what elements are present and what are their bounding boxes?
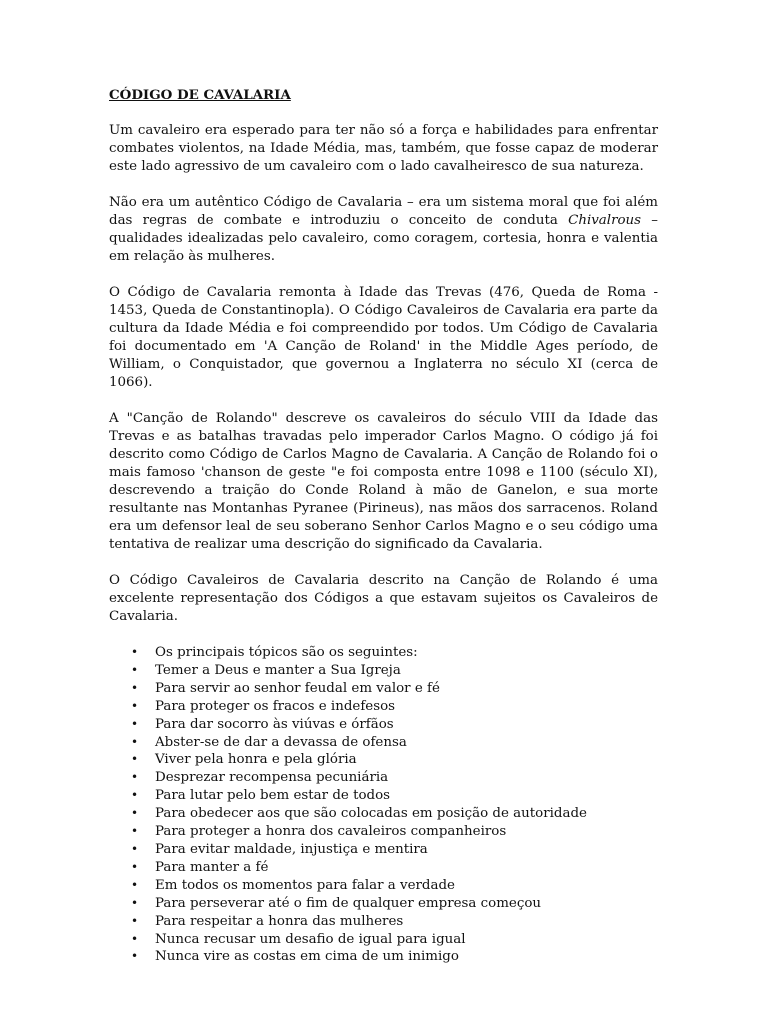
list-item-text: Viver pela honra e pela glória [155, 752, 357, 768]
list-item [109, 859, 658, 877]
list-item [109, 823, 658, 841]
list-item-text: Em todos os momentos para falar a verdade [155, 877, 455, 893]
list-item-text: Para obedecer aos que são colocadas em posição de autoridade [155, 806, 587, 822]
list-item [109, 877, 658, 895]
paragraph-text: Não era um autêntico Código de Cavalaria – era um sistema moral que foi além das regras de combate e introduziu o conceito de conduta [109, 195, 658, 228]
list-item [109, 644, 658, 662]
topics-list [109, 644, 658, 966]
list-item [109, 662, 658, 680]
list-item-text: Para evitar maldade, injustiça e mentira [155, 841, 428, 857]
list-item-text: Abster-se de dar a devassa de ofensa [155, 734, 407, 750]
bullet-icon: • [131, 913, 139, 928]
bullet-icon: • [131, 859, 139, 874]
bullet-icon: • [131, 680, 139, 695]
list-item-text: Para lutar pelo bem estar de todos [155, 788, 391, 804]
list-item-text: Para proteger os fracos e indefesos [155, 698, 396, 714]
bullet-icon: • [131, 645, 139, 659]
list-item [109, 895, 658, 913]
bullet-icon: • [131, 716, 139, 731]
bullet-icon: • [131, 806, 139, 821]
bullet-icon: • [131, 752, 139, 767]
list-item [109, 734, 658, 752]
list-item-text: Os principais tópicos são os seguintes: [155, 645, 418, 660]
bullet-icon: • [131, 698, 139, 713]
paragraph-intro: Um cavaleiro era esperado para ter não só a força e habilidades para enfrentar combates violentos, na Idade Média, mas, também, que fosse capaz de moderar este lado agressivo de um cavaleiro com o lado cavalheiresco de sua natureza. [109, 123, 658, 174]
list-item [109, 913, 658, 931]
list-item [109, 680, 658, 698]
list-item [109, 931, 658, 949]
list-item-text: Desprezar recompensa pecuniária [155, 770, 389, 786]
bullet-icon: • [131, 788, 139, 803]
list-item-text: Para dar socorro às viúvas e órfãos [155, 716, 394, 732]
document-page [109, 86, 658, 966]
list-item-text: Para servir ao senhor feudal em valor e fé [155, 680, 440, 696]
bullet-icon: • [131, 841, 139, 856]
list-item-text: Temer a Deus e manter a Sua Igreja [155, 662, 401, 678]
paragraph-song-of-roland: A "Canção de Rolando" descreve os cavaleiros do século VIII da Idade das Trevas e as batalhas travadas pelo imperador Carlos Magno. O código já foi descrito como Código de Carlos Magno de Cavalaria. A Canção de Rolando foi o mais famoso 'chanson de geste "e foi composta entre 1098 e 1100 (século XI), descrevendo a traição do Conde Roland à mão de Ganelon, e sua morte resultante nas Montanhas Pyranee (Pirineus), nas mãos dos sarracenos. Roland era um defensor leal de seu soberano Senhor Carlos Magno e o seu código uma tentativa de realizar uma descrição do significado da Cavalaria. [109, 411, 658, 552]
list-item [109, 787, 658, 805]
list-item [109, 769, 658, 787]
paragraph-origins: O Código de Cavalaria remonta à Idade das Trevas (476, Queda de Roma - 1453, Queda de Constantinopla). O Código Cavaleiros de Cavalaria era parte da cultura da Idade Média e foi compreendido por todos. Um Código de Cavalaria foi documentado em 'A Canção de Roland' in the Middle Ages período, de William, o Conquistador, que governou a Inglaterra no século XI (cerca de 1066). [109, 285, 658, 390]
list-item-text: Nunca vire as costas em cima de um inimigo [155, 949, 459, 965]
list-item [109, 841, 658, 859]
list-item-text: Nunca recusar um desafio de igual para igual [155, 931, 466, 947]
list-item [109, 805, 658, 823]
bullet-icon: • [131, 770, 139, 785]
bullet-icon: • [131, 734, 139, 749]
bullet-icon: • [131, 895, 139, 910]
emphasis-chivalrous: Chivalrous [568, 213, 642, 228]
document-title: CÓDIGO DE CAVALARIA [109, 87, 291, 103]
list-item [109, 948, 658, 966]
list-item [109, 716, 658, 734]
bullet-icon: • [131, 824, 139, 839]
bullet-icon: • [131, 877, 139, 892]
list-item [109, 751, 658, 769]
list-item-text: Para perseverar até o fim de qualquer empresa começou [155, 895, 542, 911]
paragraph-representation: O Código Cavaleiros de Cavalaria descrito na Canção de Rolando é uma excelente representação dos Códigos a que estavam sujeitos os Cavaleiros de Cavalaria. [109, 573, 658, 624]
paragraph-moral-system [109, 194, 658, 266]
bullet-icon: • [131, 931, 139, 946]
list-item-text: Para respeitar a honra das mulheres [155, 913, 404, 929]
list-item-text: Para proteger a honra dos cavaleiros companheiros [155, 824, 507, 840]
paragraph-text: – qualidades idealizadas pelo cavaleiro, como coragem, cortesia, honra e valentia em relação às mulheres. [109, 213, 658, 264]
list-item-text: Para manter a fé [155, 859, 269, 875]
list-item [109, 698, 658, 716]
bullet-icon: • [131, 949, 139, 964]
bullet-icon: • [131, 662, 139, 677]
